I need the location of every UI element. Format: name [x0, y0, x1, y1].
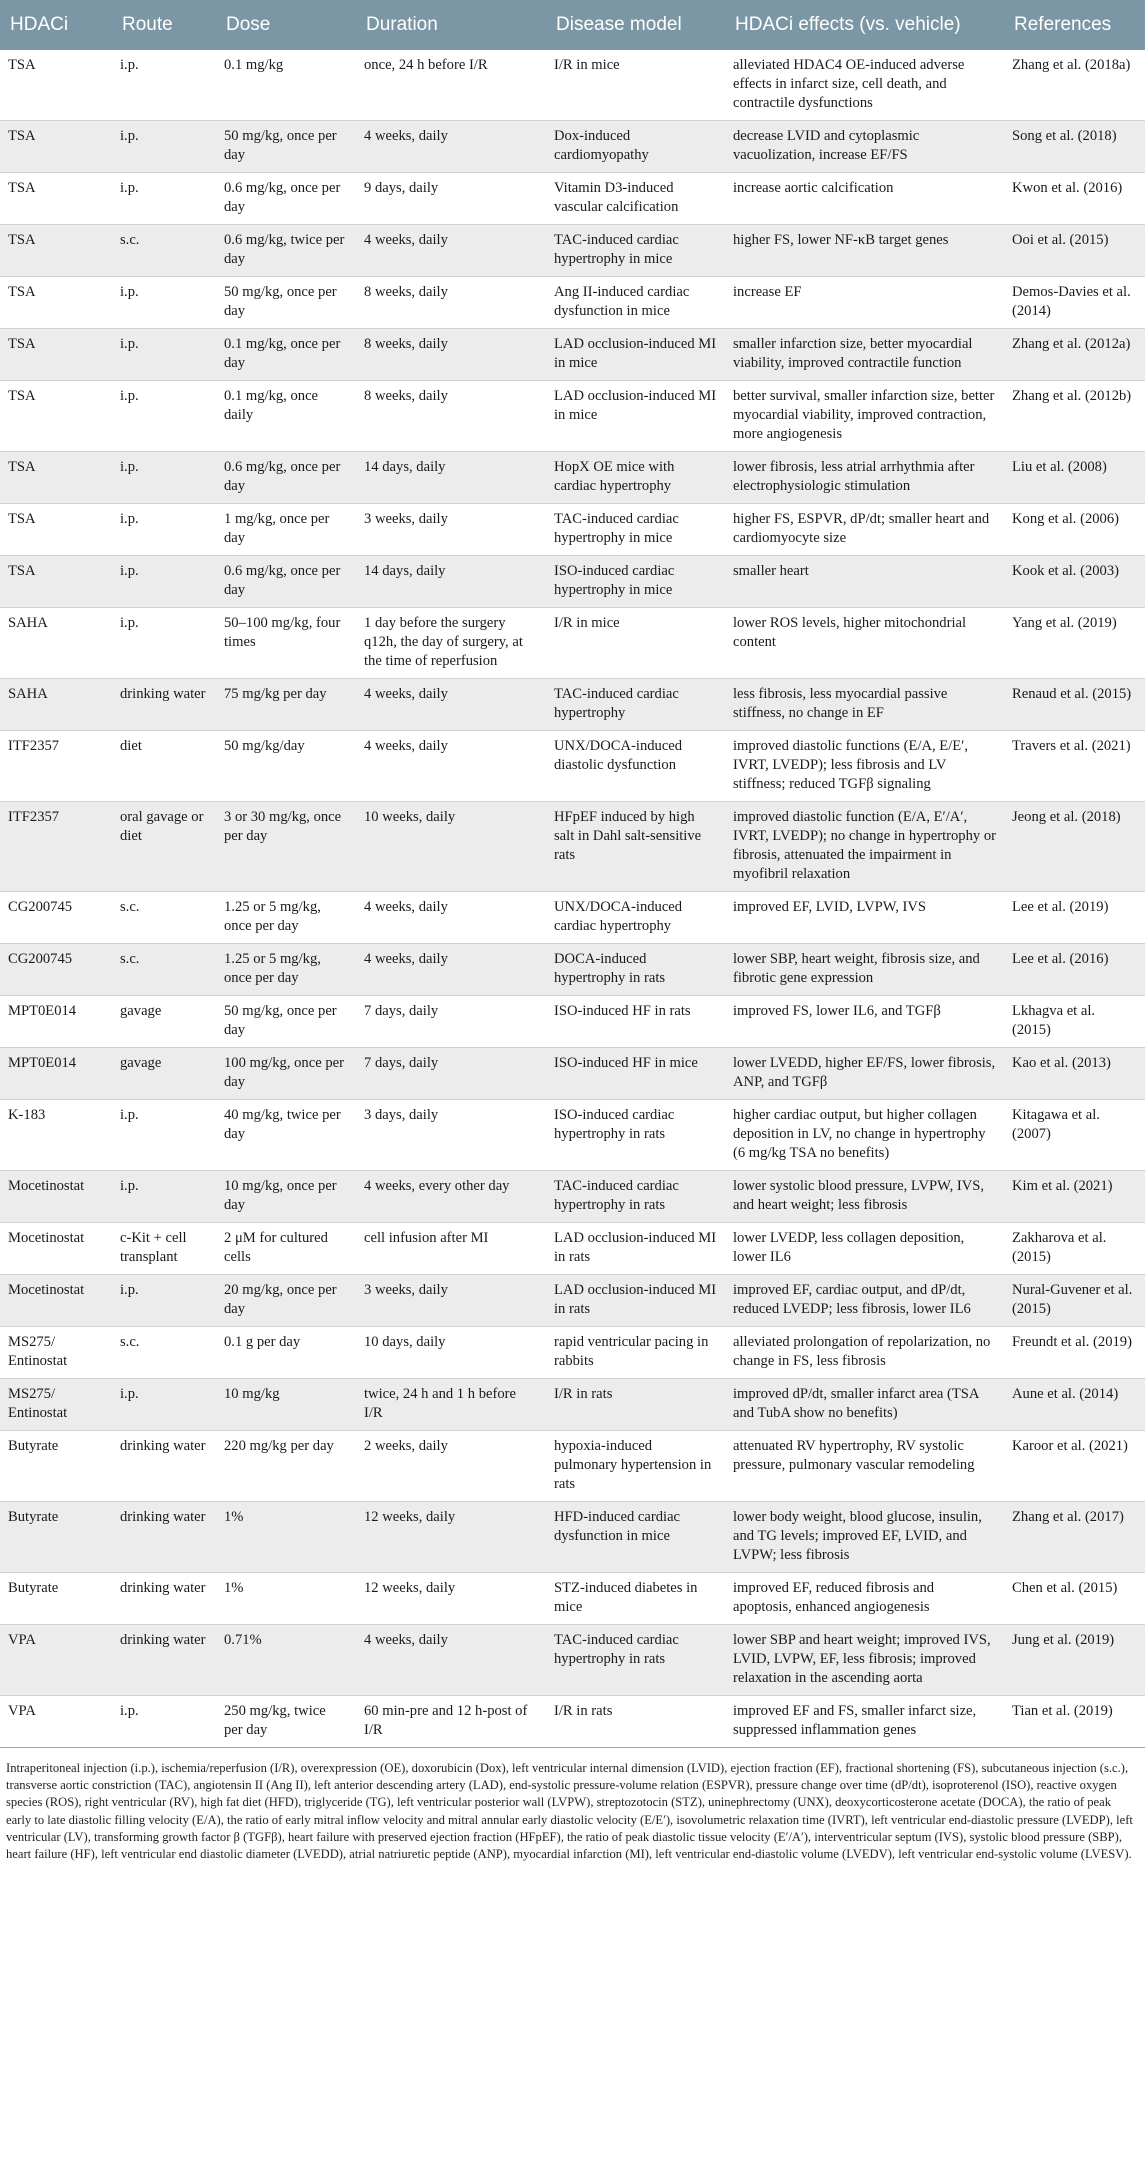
hdaci-cell: Mocetinostat: [0, 1223, 112, 1275]
route-cell: i.p.: [112, 173, 216, 225]
duration-cell: 4 weeks, daily: [356, 892, 546, 944]
disease-model-cell: I/R in mice: [546, 50, 725, 121]
dose-cell: 10 mg/kg, once per day: [216, 1171, 356, 1223]
dose-cell: 50 mg/kg/day: [216, 731, 356, 802]
header-effects: HDACi effects (vs. vehicle): [725, 0, 1004, 50]
header-disease-model: Disease model: [546, 0, 725, 50]
effects-cell: lower SBP and heart weight; improved IVS, LVID, LVPW, EF, less fibrosis; improved relaxation in the ascending aorta: [725, 1625, 1004, 1696]
route-cell: i.p.: [112, 277, 216, 329]
header-route: Route: [112, 0, 216, 50]
hdaci-cell: TSA: [0, 452, 112, 504]
route-cell: i.p.: [112, 1379, 216, 1431]
dose-cell: 0.6 mg/kg, twice per day: [216, 225, 356, 277]
hdaci-cell: Mocetinostat: [0, 1275, 112, 1327]
disease-model-cell: UNX/DOCA-induced cardiac hypertrophy: [546, 892, 725, 944]
hdaci-cell: CG200745: [0, 892, 112, 944]
route-cell: i.p.: [112, 608, 216, 679]
reference-cell: Tian et al. (2019): [1004, 1696, 1145, 1748]
dose-cell: 250 mg/kg, twice per day: [216, 1696, 356, 1748]
duration-cell: 8 weeks, daily: [356, 329, 546, 381]
reference-cell: Lee et al. (2019): [1004, 892, 1145, 944]
reference-cell: Karoor et al. (2021): [1004, 1431, 1145, 1502]
dose-cell: 2 μM for cultured cells: [216, 1223, 356, 1275]
duration-cell: 14 days, daily: [356, 452, 546, 504]
duration-cell: 8 weeks, daily: [356, 277, 546, 329]
effects-cell: lower fibrosis, less atrial arrhythmia after electrophysiologic stimulation: [725, 452, 1004, 504]
disease-model-cell: TAC-induced cardiac hypertrophy in mice: [546, 504, 725, 556]
hdaci-cell: ITF2357: [0, 731, 112, 802]
reference-cell: Chen et al. (2015): [1004, 1573, 1145, 1625]
dose-cell: 100 mg/kg, once per day: [216, 1048, 356, 1100]
hdaci-cell: TSA: [0, 556, 112, 608]
effects-cell: better survival, smaller infarction size, better myocardial viability, improved contraction, more angiogenesis: [725, 381, 1004, 452]
reference-cell: Zhang et al. (2017): [1004, 1502, 1145, 1573]
disease-model-cell: ISO-induced HF in rats: [546, 996, 725, 1048]
duration-cell: 12 weeks, daily: [356, 1573, 546, 1625]
route-cell: i.p.: [112, 121, 216, 173]
duration-cell: twice, 24 h and 1 h before I/R: [356, 1379, 546, 1431]
effects-cell: higher cardiac output, but higher collagen deposition in LV, no change in hypertrophy (6 mg/kg TSA no benefits): [725, 1100, 1004, 1171]
dose-cell: 0.71%: [216, 1625, 356, 1696]
table-row: [0, 1431, 1145, 1502]
duration-cell: 7 days, daily: [356, 1048, 546, 1100]
effects-cell: lower LVEDP, less collagen deposition, lower IL6: [725, 1223, 1004, 1275]
disease-model-cell: hypoxia-induced pulmonary hypertension in rats: [546, 1431, 725, 1502]
reference-cell: Liu et al. (2008): [1004, 452, 1145, 504]
route-cell: s.c.: [112, 225, 216, 277]
table-row: [0, 329, 1145, 381]
duration-cell: 12 weeks, daily: [356, 1502, 546, 1573]
disease-model-cell: I/R in rats: [546, 1379, 725, 1431]
table-row: [0, 50, 1145, 121]
route-cell: i.p.: [112, 381, 216, 452]
effects-cell: less fibrosis, less myocardial passive stiffness, no change in EF: [725, 679, 1004, 731]
table-row: [0, 1100, 1145, 1171]
effects-cell: lower SBP, heart weight, fibrosis size, and fibrotic gene expression: [725, 944, 1004, 996]
dose-cell: 0.6 mg/kg, once per day: [216, 173, 356, 225]
reference-cell: Nural-Guvener et al. (2015): [1004, 1275, 1145, 1327]
dose-cell: 50 mg/kg, once per day: [216, 277, 356, 329]
reference-cell: Zhang et al. (2018a): [1004, 50, 1145, 121]
abbreviations-footnote: Intraperitoneal injection (i.p.), ischemia/reperfusion (I/R), overexpression (OE), doxorubicin (Dox), left ventricular internal dimension (LVID), ejection fraction (EF), fractional shortening (FS), subcutaneous injection (s.c.), transverse aortic constriction (TAC), angiotensin II (Ang II), left anterior descending artery (LAD), end-systolic pressure-volume relation (ESPVR), pressure change over time (dP/dt), isoproterenol (ISO), reactive oxygen species (ROS), right ventricular (RV), high fat diet (HFD), triglyceride (TG), left ventricular posterior wall (LVPW), streptozotocin (STZ), uninephrectomy (UNX), deoxycorticosterone acetate (DOCA), the ratio of peak early to late diastolic filling velocity (E/A), the ratio of early mitral inflow velocity and mitral annular early diastolic velocity (E/E′), isovolumetric relaxation time (IVRT), left ventricular end-diastolic pressure (LVEDP), left ventricular (LV), transforming growth factor β (TGFβ), heart failure with preserved ejection fraction (HFpEF), the ratio of peak diastolic tissue velocity (E′/A′), interventricular septum (IVS), systolic blood pressure (SBP), heart failure (HF), left ventricular end diastolic diameter (LVEDD), atrial natriuretic peptide (ANP), myocardial infarction (MI), left ventricular end-diastolic volume (LVEDV), left ventricular end-systolic volume (LVESV).: [6, 1761, 1133, 1862]
effects-cell: improved EF, reduced fibrosis and apoptosis, enhanced angiogenesis: [725, 1573, 1004, 1625]
duration-cell: 60 min-pre and 12 h-post of I/R: [356, 1696, 546, 1748]
hdaci-cell: SAHA: [0, 679, 112, 731]
duration-cell: 3 weeks, daily: [356, 504, 546, 556]
duration-cell: 3 days, daily: [356, 1100, 546, 1171]
disease-model-cell: HFpEF induced by high salt in Dahl salt-sensitive rats: [546, 802, 725, 892]
table-row: [0, 892, 1145, 944]
effects-cell: improved dP/dt, smaller infarct area (TSA and TubA show no benefits): [725, 1379, 1004, 1431]
effects-cell: smaller heart: [725, 556, 1004, 608]
hdaci-cell: VPA: [0, 1696, 112, 1748]
table-row: [0, 381, 1145, 452]
route-cell: drinking water: [112, 1502, 216, 1573]
hdaci-cell: MPT0E014: [0, 1048, 112, 1100]
table-row: [0, 802, 1145, 892]
duration-cell: 10 days, daily: [356, 1327, 546, 1379]
route-cell: i.p.: [112, 452, 216, 504]
duration-cell: 4 weeks, daily: [356, 731, 546, 802]
effects-cell: decrease LVID and cytoplasmic vacuolization, increase EF/FS: [725, 121, 1004, 173]
effects-cell: higher FS, ESPVR, dP/dt; smaller heart and cardiomyocyte size: [725, 504, 1004, 556]
effects-cell: lower systolic blood pressure, LVPW, IVS, and heart weight; less fibrosis: [725, 1171, 1004, 1223]
table-row: [0, 1048, 1145, 1100]
effects-cell: lower ROS levels, higher mitochondrial content: [725, 608, 1004, 679]
dose-cell: 220 mg/kg per day: [216, 1431, 356, 1502]
disease-model-cell: LAD occlusion-induced MI in rats: [546, 1275, 725, 1327]
table-row: [0, 452, 1145, 504]
dose-cell: 50–100 mg/kg, four times: [216, 608, 356, 679]
table-row: [0, 277, 1145, 329]
reference-cell: Yang et al. (2019): [1004, 608, 1145, 679]
effects-cell: improved EF, LVID, LVPW, IVS: [725, 892, 1004, 944]
table-row: [0, 1573, 1145, 1625]
disease-model-cell: Dox-induced cardiomyopathy: [546, 121, 725, 173]
table-row: [0, 556, 1145, 608]
disease-model-cell: HFD-induced cardiac dysfunction in mice: [546, 1502, 725, 1573]
route-cell: s.c.: [112, 944, 216, 996]
reference-cell: Renaud et al. (2015): [1004, 679, 1145, 731]
hdaci-cell: CG200745: [0, 944, 112, 996]
duration-cell: 1 day before the surgery q12h, the day of surgery, at the time of reperfusion: [356, 608, 546, 679]
reference-cell: Zhang et al. (2012a): [1004, 329, 1145, 381]
hdaci-cell: SAHA: [0, 608, 112, 679]
table-row: [0, 944, 1145, 996]
duration-cell: cell infusion after MI: [356, 1223, 546, 1275]
table-row: [0, 608, 1145, 679]
table-row: [0, 1696, 1145, 1748]
dose-cell: 0.6 mg/kg, once per day: [216, 452, 356, 504]
route-cell: s.c.: [112, 892, 216, 944]
route-cell: i.p.: [112, 1171, 216, 1223]
disease-model-cell: HopX OE mice with cardiac hypertrophy: [546, 452, 725, 504]
disease-model-cell: TAC-induced cardiac hypertrophy in rats: [546, 1171, 725, 1223]
effects-cell: improved diastolic function (E/A, E′/A′, IVRT, LVEDP); no change in hypertrophy or fibrosis, attenuated the impairment in myofibril relaxation: [725, 802, 1004, 892]
disease-model-cell: ISO-induced cardiac hypertrophy in rats: [546, 1100, 725, 1171]
route-cell: drinking water: [112, 1573, 216, 1625]
route-cell: i.p.: [112, 1275, 216, 1327]
header-dose: Dose: [216, 0, 356, 50]
route-cell: s.c.: [112, 1327, 216, 1379]
dose-cell: 0.1 mg/kg, once daily: [216, 381, 356, 452]
effects-cell: lower body weight, blood glucose, insulin, and TG levels; improved EF, LVID, and LVPW; less fibrosis: [725, 1502, 1004, 1573]
table-row: [0, 1327, 1145, 1379]
disease-model-cell: ISO-induced HF in mice: [546, 1048, 725, 1100]
table-row: [0, 1625, 1145, 1696]
disease-model-cell: Vitamin D3-induced vascular calcification: [546, 173, 725, 225]
duration-cell: 7 days, daily: [356, 996, 546, 1048]
effects-cell: increase aortic calcification: [725, 173, 1004, 225]
duration-cell: 4 weeks, daily: [356, 679, 546, 731]
dose-cell: 0.1 mg/kg, once per day: [216, 329, 356, 381]
dose-cell: 50 mg/kg, once per day: [216, 996, 356, 1048]
disease-model-cell: LAD occlusion-induced MI in rats: [546, 1223, 725, 1275]
duration-cell: 3 weeks, daily: [356, 1275, 546, 1327]
reference-cell: Demos-Davies et al. (2014): [1004, 277, 1145, 329]
dose-cell: 3 or 30 mg/kg, once per day: [216, 802, 356, 892]
table-row: [0, 731, 1145, 802]
table-row: [0, 996, 1145, 1048]
dose-cell: 1.25 or 5 mg/kg, once per day: [216, 944, 356, 996]
table-row: [0, 1502, 1145, 1573]
hdaci-cell: Mocetinostat: [0, 1171, 112, 1223]
hdaci-cell: Butyrate: [0, 1502, 112, 1573]
route-cell: drinking water: [112, 679, 216, 731]
effects-cell: alleviated prolongation of repolarization, no change in FS, less fibrosis: [725, 1327, 1004, 1379]
effects-cell: higher FS, lower NF-κB target genes: [725, 225, 1004, 277]
header-duration: Duration: [356, 0, 546, 50]
disease-model-cell: DOCA-induced hypertrophy in rats: [546, 944, 725, 996]
reference-cell: Ooi et al. (2015): [1004, 225, 1145, 277]
effects-cell: improved diastolic functions (E/A, E/E′, IVRT, LVEDP); less fibrosis and LV stiffness; reduced TGFβ signaling: [725, 731, 1004, 802]
dose-cell: 50 mg/kg, once per day: [216, 121, 356, 173]
dose-cell: 1.25 or 5 mg/kg, once per day: [216, 892, 356, 944]
route-cell: i.p.: [112, 1100, 216, 1171]
route-cell: gavage: [112, 1048, 216, 1100]
dose-cell: 0.6 mg/kg, once per day: [216, 556, 356, 608]
reference-cell: Freundt et al. (2019): [1004, 1327, 1145, 1379]
disease-model-cell: rapid ventricular pacing in rabbits: [546, 1327, 725, 1379]
duration-cell: 4 weeks, daily: [356, 944, 546, 996]
route-cell: c-Kit + cell transplant: [112, 1223, 216, 1275]
route-cell: gavage: [112, 996, 216, 1048]
effects-cell: increase EF: [725, 277, 1004, 329]
reference-cell: Jeong et al. (2018): [1004, 802, 1145, 892]
disease-model-cell: I/R in mice: [546, 608, 725, 679]
table-row: [0, 1379, 1145, 1431]
table-row: [0, 504, 1145, 556]
table-row: [0, 679, 1145, 731]
table-row: [0, 1223, 1145, 1275]
route-cell: i.p.: [112, 329, 216, 381]
duration-cell: 2 weeks, daily: [356, 1431, 546, 1502]
route-cell: drinking water: [112, 1625, 216, 1696]
route-cell: i.p.: [112, 556, 216, 608]
dose-cell: 20 mg/kg, once per day: [216, 1275, 356, 1327]
table-body: [0, 50, 1145, 1748]
disease-model-cell: LAD occlusion-induced MI in mice: [546, 329, 725, 381]
duration-cell: once, 24 h before I/R: [356, 50, 546, 121]
duration-cell: 4 weeks, daily: [356, 1625, 546, 1696]
dose-cell: 0.1 g per day: [216, 1327, 356, 1379]
table-row: [0, 173, 1145, 225]
dose-cell: 1%: [216, 1502, 356, 1573]
route-cell: drinking water: [112, 1431, 216, 1502]
reference-cell: Travers et al. (2021): [1004, 731, 1145, 802]
disease-model-cell: Ang II-induced cardiac dysfunction in mice: [546, 277, 725, 329]
effects-cell: smaller infarction size, better myocardial viability, improved contractile function: [725, 329, 1004, 381]
duration-cell: 10 weeks, daily: [356, 802, 546, 892]
reference-cell: Kitagawa et al. (2007): [1004, 1100, 1145, 1171]
reference-cell: Aune et al. (2014): [1004, 1379, 1145, 1431]
dose-cell: 75 mg/kg per day: [216, 679, 356, 731]
hdaci-cell: TSA: [0, 504, 112, 556]
disease-model-cell: TAC-induced cardiac hypertrophy in mice: [546, 225, 725, 277]
hdaci-cell: TSA: [0, 50, 112, 121]
hdaci-cell: Butyrate: [0, 1573, 112, 1625]
disease-model-cell: ISO-induced cardiac hypertrophy in mice: [546, 556, 725, 608]
reference-cell: Lee et al. (2016): [1004, 944, 1145, 996]
effects-cell: attenuated RV hypertrophy, RV systolic pressure, pulmonary vascular remodeling: [725, 1431, 1004, 1502]
hdaci-cell: TSA: [0, 173, 112, 225]
reference-cell: Kong et al. (2006): [1004, 504, 1145, 556]
hdaci-cell: K-183: [0, 1100, 112, 1171]
table-row: [0, 225, 1145, 277]
disease-model-cell: I/R in rats: [546, 1696, 725, 1748]
reference-cell: Kwon et al. (2016): [1004, 173, 1145, 225]
hdaci-cell: TSA: [0, 121, 112, 173]
disease-model-cell: TAC-induced cardiac hypertrophy in rats: [546, 1625, 725, 1696]
disease-model-cell: UNX/DOCA-induced diastolic dysfunction: [546, 731, 725, 802]
header-references: References: [1004, 0, 1145, 50]
route-cell: i.p.: [112, 504, 216, 556]
hdaci-cell: MS275/ Entinostat: [0, 1379, 112, 1431]
dose-cell: 0.1 mg/kg: [216, 50, 356, 121]
hdaci-cell: MS275/ Entinostat: [0, 1327, 112, 1379]
header-row: [0, 0, 1145, 50]
duration-cell: 4 weeks, daily: [356, 121, 546, 173]
hdaci-cell: ITF2357: [0, 802, 112, 892]
hdaci-cell: VPA: [0, 1625, 112, 1696]
reference-cell: Song et al. (2018): [1004, 121, 1145, 173]
reference-cell: Kao et al. (2013): [1004, 1048, 1145, 1100]
disease-model-cell: TAC-induced cardiac hypertrophy: [546, 679, 725, 731]
disease-model-cell: STZ-induced diabetes in mice: [546, 1573, 725, 1625]
hdaci-cell: TSA: [0, 225, 112, 277]
table-row: [0, 1275, 1145, 1327]
duration-cell: 4 weeks, every other day: [356, 1171, 546, 1223]
hdaci-cell: TSA: [0, 277, 112, 329]
dose-cell: 1%: [216, 1573, 356, 1625]
hdaci-cell: MPT0E014: [0, 996, 112, 1048]
reference-cell: Zakharova et al. (2015): [1004, 1223, 1145, 1275]
dose-cell: 1 mg/kg, once per day: [216, 504, 356, 556]
hdaci-cell: TSA: [0, 381, 112, 452]
reference-cell: Zhang et al. (2012b): [1004, 381, 1145, 452]
duration-cell: 8 weeks, daily: [356, 381, 546, 452]
effects-cell: improved EF, cardiac output, and dP/dt, reduced LVEDP; less fibrosis, lower IL6: [725, 1275, 1004, 1327]
disease-model-cell: LAD occlusion-induced MI in mice: [546, 381, 725, 452]
route-cell: i.p.: [112, 50, 216, 121]
duration-cell: 14 days, daily: [356, 556, 546, 608]
reference-cell: Kook et al. (2003): [1004, 556, 1145, 608]
hdaci-cell: TSA: [0, 329, 112, 381]
dose-cell: 40 mg/kg, twice per day: [216, 1100, 356, 1171]
duration-cell: 4 weeks, daily: [356, 225, 546, 277]
header-hdaci: HDACi: [0, 0, 112, 50]
table-row: [0, 121, 1145, 173]
hdaci-cell: Butyrate: [0, 1431, 112, 1502]
route-cell: oral gavage or diet: [112, 802, 216, 892]
table-row: [0, 1171, 1145, 1223]
effects-cell: improved EF and FS, smaller infarct size, suppressed inflammation genes: [725, 1696, 1004, 1748]
reference-cell: Lkhagva et al. (2015): [1004, 996, 1145, 1048]
duration-cell: 9 days, daily: [356, 173, 546, 225]
reference-cell: Kim et al. (2021): [1004, 1171, 1145, 1223]
effects-cell: lower LVEDD, higher EF/FS, lower fibrosis, ANP, and TGFβ: [725, 1048, 1004, 1100]
effects-cell: improved FS, lower IL6, and TGFβ: [725, 996, 1004, 1048]
route-cell: diet: [112, 731, 216, 802]
table-header: [0, 0, 1145, 50]
effects-cell: alleviated HDAC4 OE-induced adverse effects in infarct size, cell death, and contractile dysfunctions: [725, 50, 1004, 121]
route-cell: i.p.: [112, 1696, 216, 1748]
dose-cell: 10 mg/kg: [216, 1379, 356, 1431]
reference-cell: Jung et al. (2019): [1004, 1625, 1145, 1696]
